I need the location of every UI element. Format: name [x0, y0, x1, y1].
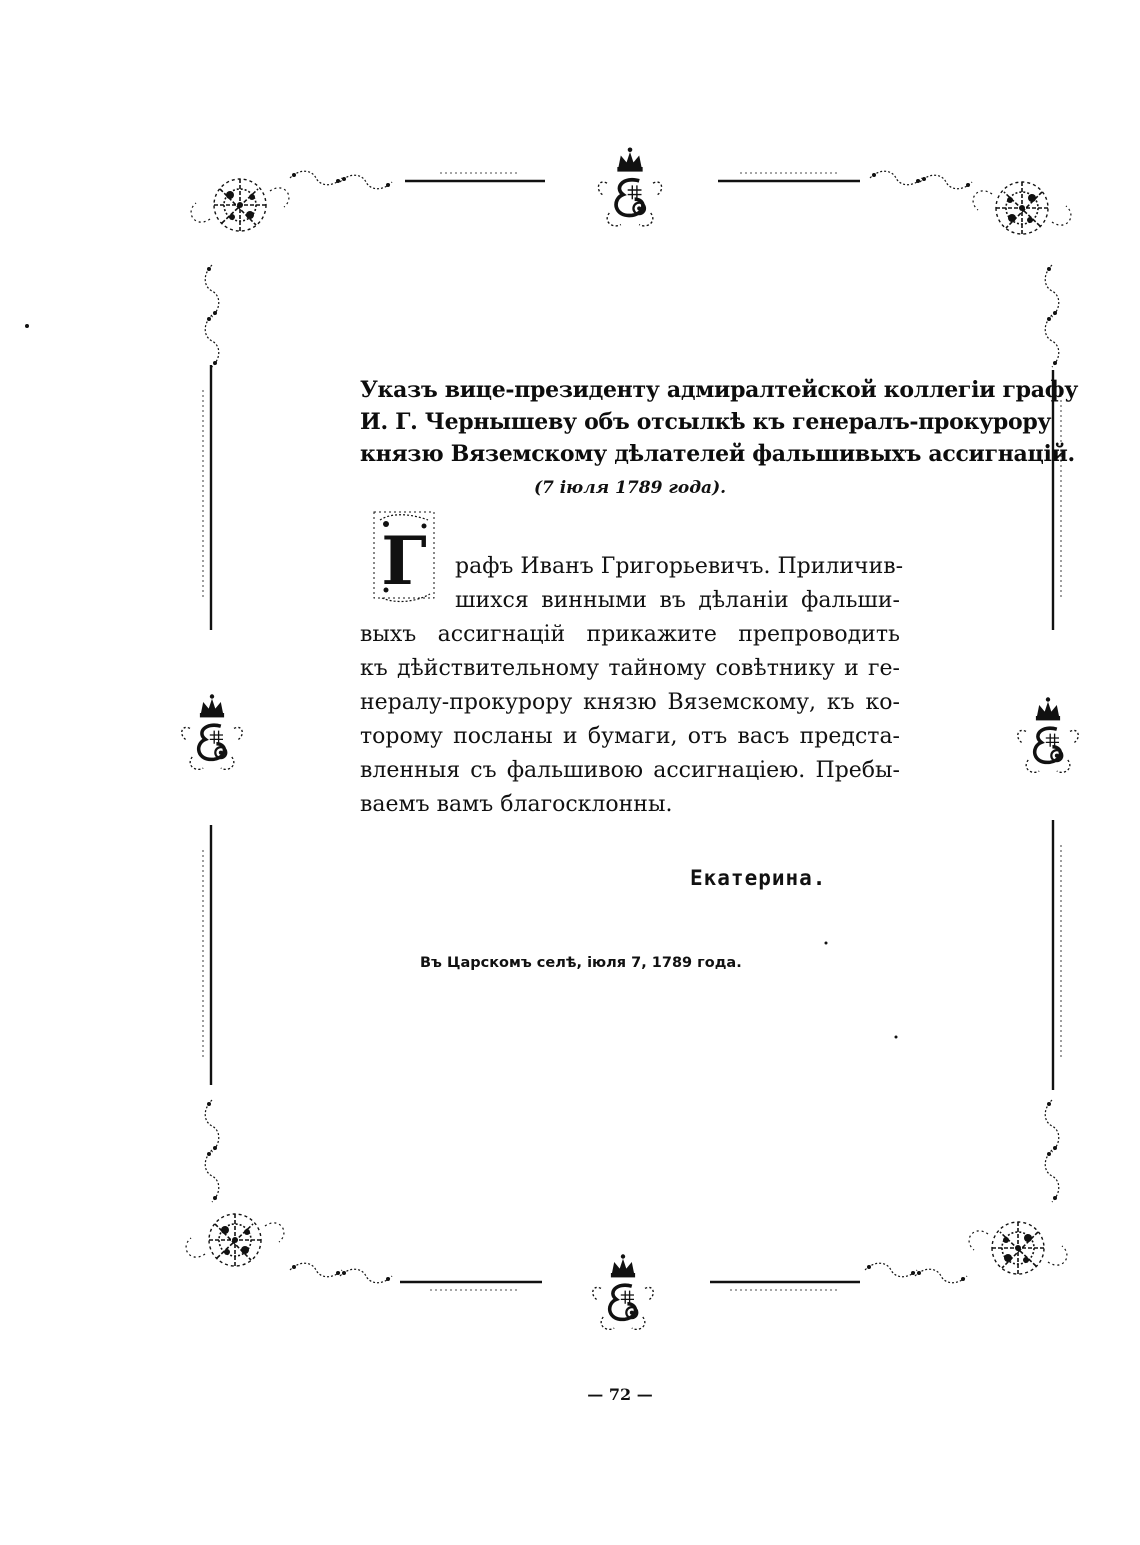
body-line-2: шихся винными въ дѣланіи фальши- [455, 588, 900, 613]
body-line-6: торому посланы и бумаги, отъ васъ предста- [360, 724, 900, 749]
floral-corner-icon [191, 179, 289, 231]
body-line-5: нералу-прокурору князю Вяземскому, къ ко- [360, 690, 900, 715]
ornamental-dropcap [372, 510, 446, 606]
body-line-7: вленныя съ фальшивою ассигнаціею. Пребы- [360, 758, 900, 783]
crowned-monogram-icon [593, 1254, 653, 1329]
floral-corner-icon [969, 1222, 1067, 1274]
crowned-monogram-icon [1018, 697, 1078, 772]
title-line-1: Указъ вице-президенту адмиралтейской коллегіи графу [360, 377, 1079, 403]
body-line-4: къ дѣйствительному тайному совѣтнику и ге- [360, 656, 900, 681]
page-number: — 72 — [587, 1385, 653, 1404]
signature: Екатерина. [690, 866, 827, 890]
body-line-1: рафъ Иванъ Григорьевичъ. Приличив- [455, 554, 904, 579]
document-date: (7 іюля 1789 года). [533, 478, 727, 498]
body-line-8: ваемъ вамъ благосклонны. [360, 792, 673, 817]
floral-corner-icon [186, 1214, 284, 1266]
crowned-monogram-icon [182, 694, 242, 769]
dropcap-letter: Г [381, 522, 427, 600]
body-line-3: выхъ ассигнацій прикажите препроводить [360, 622, 900, 647]
crowned-monogram-icon [598, 147, 661, 226]
floral-corner-icon [973, 182, 1071, 234]
title-line-2: И. Г. Чернышеву объ отсылкѣ къ генералъ-прокурору [360, 409, 1052, 435]
title-line-3: князю Вяземскому дѣлателей фальшивыхъ ассигнацій. [360, 441, 1075, 467]
place-and-date: Въ Царскомъ селѣ, іюля 7, 1789 года. [420, 955, 742, 971]
